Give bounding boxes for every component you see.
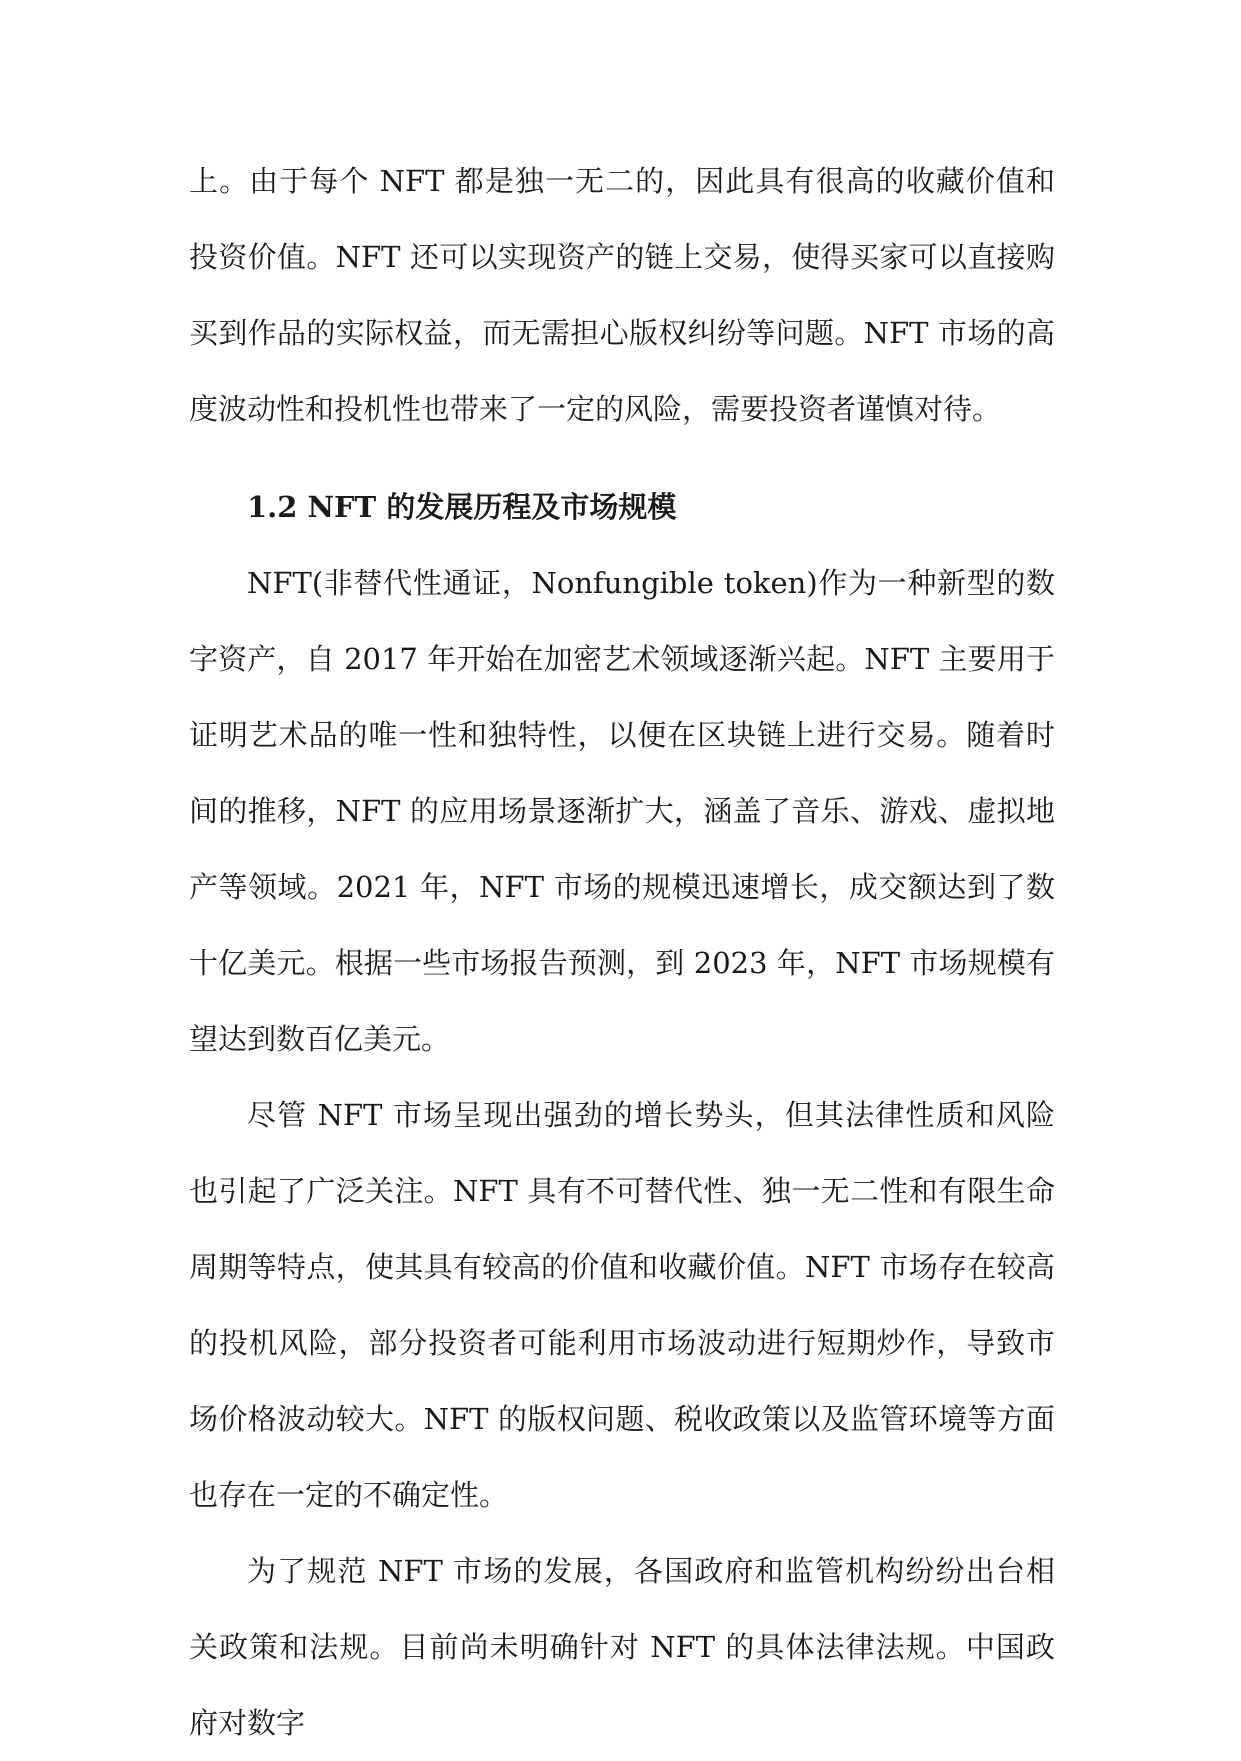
document-body bbox=[189, 143, 1055, 1761]
section-heading: 1.2 NFT 的发展历程及市场规模 bbox=[247, 490, 677, 524]
paragraph-legal-risks: 尽管 NFT 市场呈现出强劲的增长势头，但其法律性质和风险也引起了广泛关注。NFT 具有不可替代性、独一无二性和有限生命周期等特点，使其具有较高的价值和收藏价值。NFT 市场存在较高的投机风险，部分投资者可能利用市场波动进行短期炒作，导致市场价格波动较大。NFT 的版权问题、税收政策以及监管环境等方面也存在一定的不确定性。 bbox=[189, 1098, 1055, 1512]
paragraph-regulation: 为了规范 NFT 市场的发展，各国政府和监管机构纷纷出台相关政策和法规。目前尚未明确针对 NFT 的具体法律法规。中国政府对数字 bbox=[189, 1554, 1055, 1740]
paragraph-continuation: 上。由于每个 NFT 都是独一无二的，因此具有很高的收藏价值和投资价值。NFT 还可以实现资产的链上交易，使得买家可以直接购买到作品的实际权益，而无需担心版权纠纷等问题。NFT 市场的高度波动性和投机性也带来了一定的风险，需要投资者谨慎对待。 bbox=[189, 164, 1055, 426]
paragraph-development-history: NFT(非替代性通证，Nonfungible token)作为一种新型的数字资产，自 2017 年开始在加密艺术领域逐渐兴起。NFT 主要用于证明艺术品的唯一性和独特性，以便在区块链上进行交易。随着时间的推移，NFT 的应用场景逐渐扩大，涵盖了音乐、游戏、虚拟地产等领域。2021 年，NFT 市场的规模迅速增长，成交额达到了数十亿美元。根据一些市场报告预测，到 2023 年，NFT 市场规模有望达到数百亿美元。 bbox=[189, 566, 1055, 1056]
